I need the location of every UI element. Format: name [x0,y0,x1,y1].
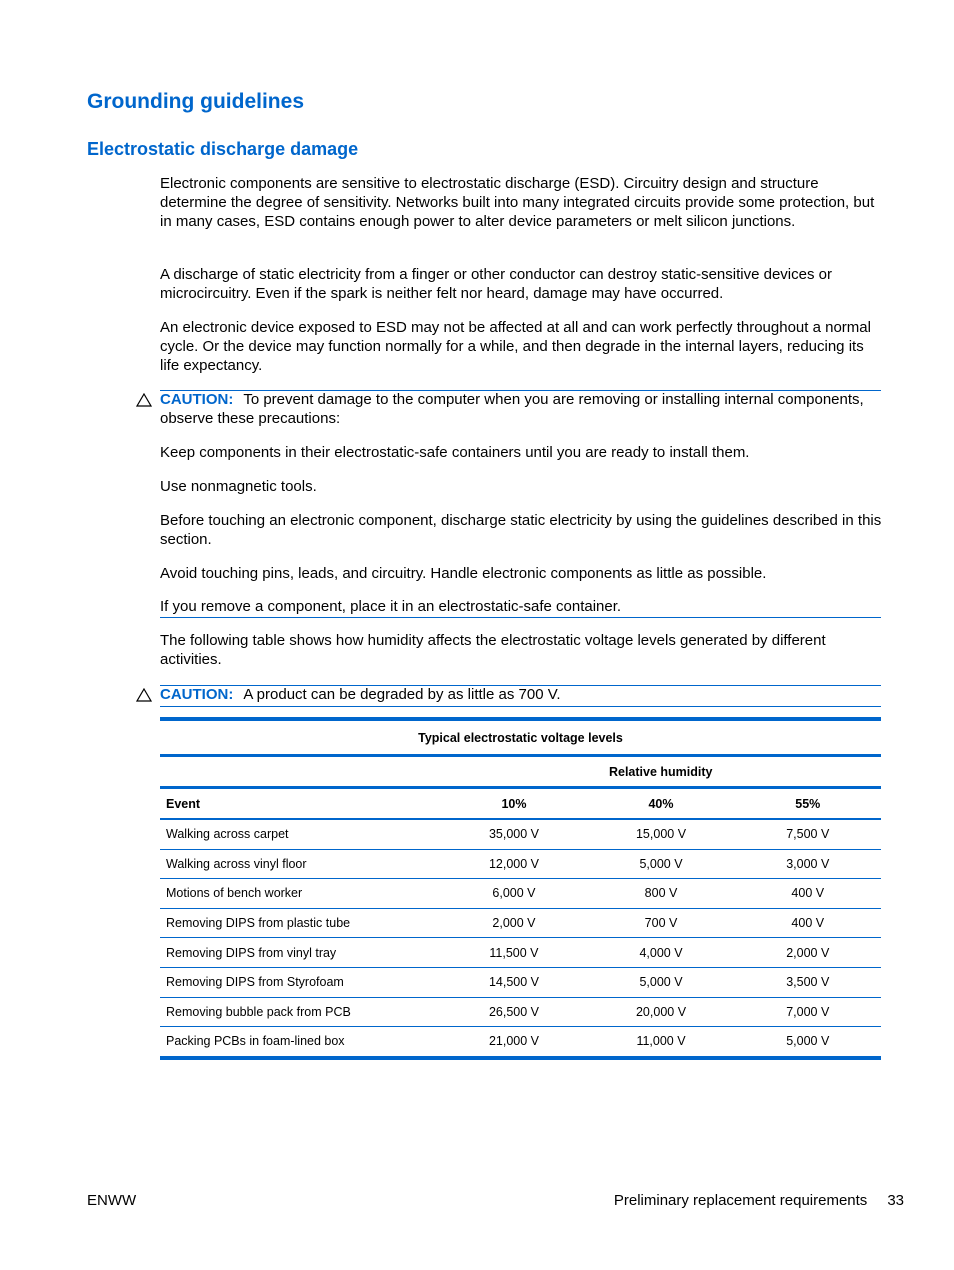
voltage-cell: 11,000 V [587,1027,734,1058]
table-cell [160,756,440,788]
column-header-event: Event [160,788,440,820]
footer-section-title: Preliminary replacement requirements [613,1192,868,1209]
voltage-cell: 20,000 V [587,997,734,1027]
table-row [160,1027,881,1058]
section-heading: Electrostatic discharge damage [87,139,359,159]
voltage-cell: 12,000 V [440,849,587,879]
voltage-cell: 5,000 V [587,967,734,997]
voltage-cell: 5,000 V [587,849,734,879]
caution-triangle-icon [136,688,152,702]
event-cell: Motions of bench worker [160,879,440,909]
footer-left-label: ENWW [87,1192,137,1209]
caution-text: To prevent damage to the computer when you are removing or installing internal components, observe these precautions: [160,391,864,427]
table-row [160,849,881,879]
event-cell: Walking across carpet [160,819,440,849]
page-heading: Grounding guidelines [87,90,304,113]
event-cell: Walking across vinyl floor [160,849,440,879]
event-cell: Packing PCBs in foam-lined box [160,1027,440,1058]
voltage-cell: 700 V [587,908,734,938]
paragraph: An electronic device exposed to ESD may not be affected at all and can work perfectly throughout a normal cycle. Or the device may function normally for a while, and then degrade in the internal layers, reducing its life expectancy. [160,319,871,374]
column-header-55: 55% [735,788,881,820]
voltage-cell: 6,000 V [440,879,587,909]
caution-label: CAUTION: [160,391,234,408]
table-title: Typical electrostatic voltage levels [160,719,881,756]
paragraph: A discharge of static electricity from a finger or other conductor can destroy static-sensitive devices or microcircuitry. Even if the spark is neither felt nor heard, damage may have occurred. [160,266,832,302]
voltage-cell: 800 V [587,879,734,909]
caution-item: If you remove a component, place it in an electrostatic-safe container. [160,598,622,615]
table-header-row [160,788,881,820]
caution-block [160,390,882,428]
event-cell: Removing DIPS from Styrofoam [160,967,440,997]
table-row [160,967,881,997]
column-header-10: 10% [440,788,587,820]
voltage-cell: 35,000 V [440,819,587,849]
voltage-cell: 400 V [735,879,881,909]
voltage-cell: 21,000 V [440,1027,587,1058]
table-row [160,908,881,938]
paragraph: Electronic components are sensitive to electrostatic discharge (ESD). Circuitry design and structure determine the degree of sensitivity. Networks built into many integrated circuits provide some protection, but in many cases, ESD contains enough power to alter device parameters or melt silicon junctions. [160,175,875,230]
voltage-cell: 5,000 V [735,1027,881,1058]
voltage-cell: 7,500 V [735,819,881,849]
table-row [160,819,881,849]
event-cell: Removing DIPS from plastic tube [160,908,440,938]
caution-item: Keep components in their electrostatic-safe containers until you are ready to install them. [160,444,750,461]
table-title-row [160,719,881,756]
caution-text: A product can be degraded by as little as 700 V. [243,686,561,703]
table-group-header-row [160,756,881,788]
relative-humidity-header: Relative humidity [440,756,881,788]
page-number: 33 [887,1192,904,1209]
voltage-cell: 2,000 V [735,938,881,968]
voltage-cell: 15,000 V [587,819,734,849]
voltage-cell: 2,000 V [440,908,587,938]
voltage-cell: 26,500 V [440,997,587,1027]
caution-triangle-icon [136,393,152,407]
caution-item: Use nonmagnetic tools. [160,478,317,495]
voltage-cell: 14,500 V [440,967,587,997]
voltage-table [160,717,881,1060]
table-row [160,879,881,909]
table-row [160,938,881,968]
event-cell: Removing DIPS from vinyl tray [160,938,440,968]
caution-bottom-rule [160,617,881,618]
table-row [160,997,881,1027]
caution-bottom-rule [160,706,881,707]
caution-item: Before touching an electronic component, discharge static electricity by using the guidelines described in this section. [160,512,882,548]
column-header-40: 40% [587,788,734,820]
voltage-cell: 7,000 V [735,997,881,1027]
footer-right [614,1192,904,1209]
voltage-cell: 4,000 V [587,938,734,968]
voltage-cell: 3,500 V [735,967,881,997]
table-intro: The following table shows how humidity affects the electrostatic voltage levels generated by different activities. [160,632,826,668]
caution-block [160,685,882,704]
voltage-cell: 11,500 V [440,938,587,968]
caution-label: CAUTION: [160,686,234,703]
voltage-cell: 3,000 V [735,849,881,879]
event-cell: Removing bubble pack from PCB [160,997,440,1027]
voltage-cell: 400 V [735,908,881,938]
caution-item: Avoid touching pins, leads, and circuitry. Handle electronic components as little as possible. [160,565,767,582]
